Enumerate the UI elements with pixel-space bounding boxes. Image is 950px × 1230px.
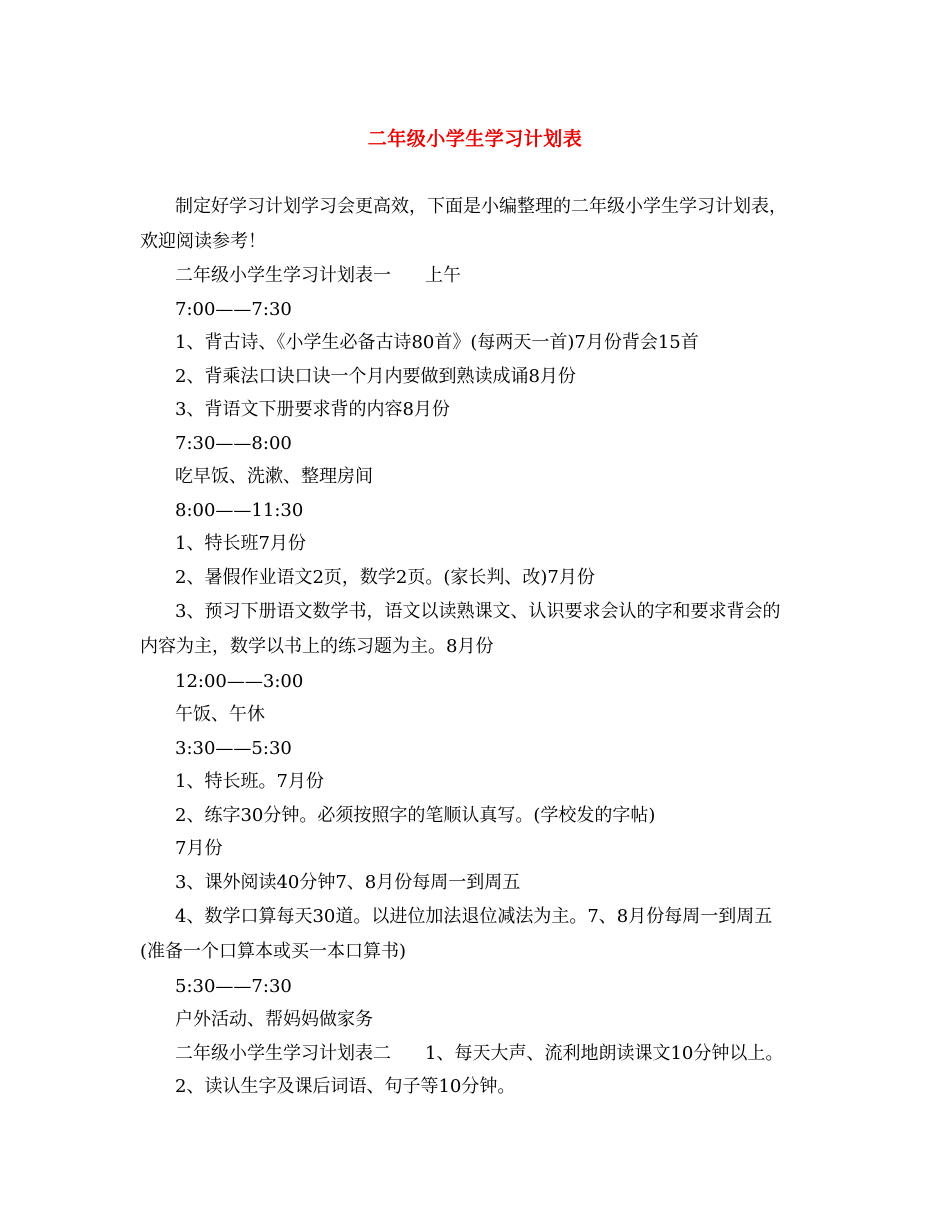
time-slot: 12:00——3:00 xyxy=(175,671,304,692)
section-heading-text: 二年级小学生学习计划表二 xyxy=(175,1043,391,1064)
time-slot: 5:30——7:30 xyxy=(175,976,292,997)
time-slot: 7:00——7:30 xyxy=(175,299,292,320)
plan-item-continued: 内容为主，数学以书上的练习题为主。8月份 xyxy=(140,636,494,657)
plan-item: 1、背古诗、《小学生必备古诗80首》(每两天一首)7月份背会15首 xyxy=(175,332,699,353)
plan-item: 1、每天大声、流利地朗读课文10分钟以上。 xyxy=(425,1043,784,1064)
time-slot: 7:30——8:00 xyxy=(175,433,292,454)
time-slot: 3:30——5:30 xyxy=(175,738,292,759)
section-heading xyxy=(175,264,461,288)
plan-item: 2、读认生字及课后词语、句子等10分钟。 xyxy=(175,1076,516,1097)
paragraph-line: 欢迎阅读参考！ xyxy=(140,231,266,252)
plan-item: 户外活动、帮妈妈做家务 xyxy=(175,1009,373,1030)
document-title: 二年级小学生学习计划表 xyxy=(367,128,583,150)
plan-item: 2、练字30分钟。必须按照字的笔顺认真写。(学校发的字帖) xyxy=(175,805,656,826)
plan-item: 1、特长班。7月份 xyxy=(175,771,324,792)
plan-item: 4、数学口算每天30道。以进位加法退位减法为主。7、8月份每周一到周五 xyxy=(175,906,773,927)
section-heading-text: 二年级小学生学习计划表一 xyxy=(175,265,391,286)
plan-item: 2、背乘法口诀口诀一个月内要做到熟读成诵8月份 xyxy=(175,366,576,387)
plan-item: 1、特长班7月份 xyxy=(175,533,306,554)
section-heading-period: 上午 xyxy=(425,265,461,286)
plan-item: 午饭、午休 xyxy=(175,704,265,725)
plan-item: 吃早饭、洗漱、整理房间 xyxy=(175,466,373,487)
plan-item-continued: 7月份 xyxy=(175,838,223,859)
plan-item: 3、背语文下册要求背的内容8月份 xyxy=(175,399,450,420)
paragraph-line: 制定好学习计划学习会更高效，下面是小编整理的二年级小学生学习计划表， xyxy=(175,196,787,217)
plan-item: 2、暑假作业语文2页，数学2页。(家长判、改)7月份 xyxy=(175,567,595,588)
plan-item: 3、预习下册语文数学书，语文以读熟课文、认识要求会认的字和要求背会的 xyxy=(175,601,781,622)
time-slot: 8:00——11:30 xyxy=(175,500,304,521)
plan-item: 3、课外阅读40分钟7、8月份每周一到周五 xyxy=(175,872,521,893)
section-heading xyxy=(175,1042,783,1066)
plan-item-continued: (准备一个口算本或买一本口算书) xyxy=(140,941,407,962)
